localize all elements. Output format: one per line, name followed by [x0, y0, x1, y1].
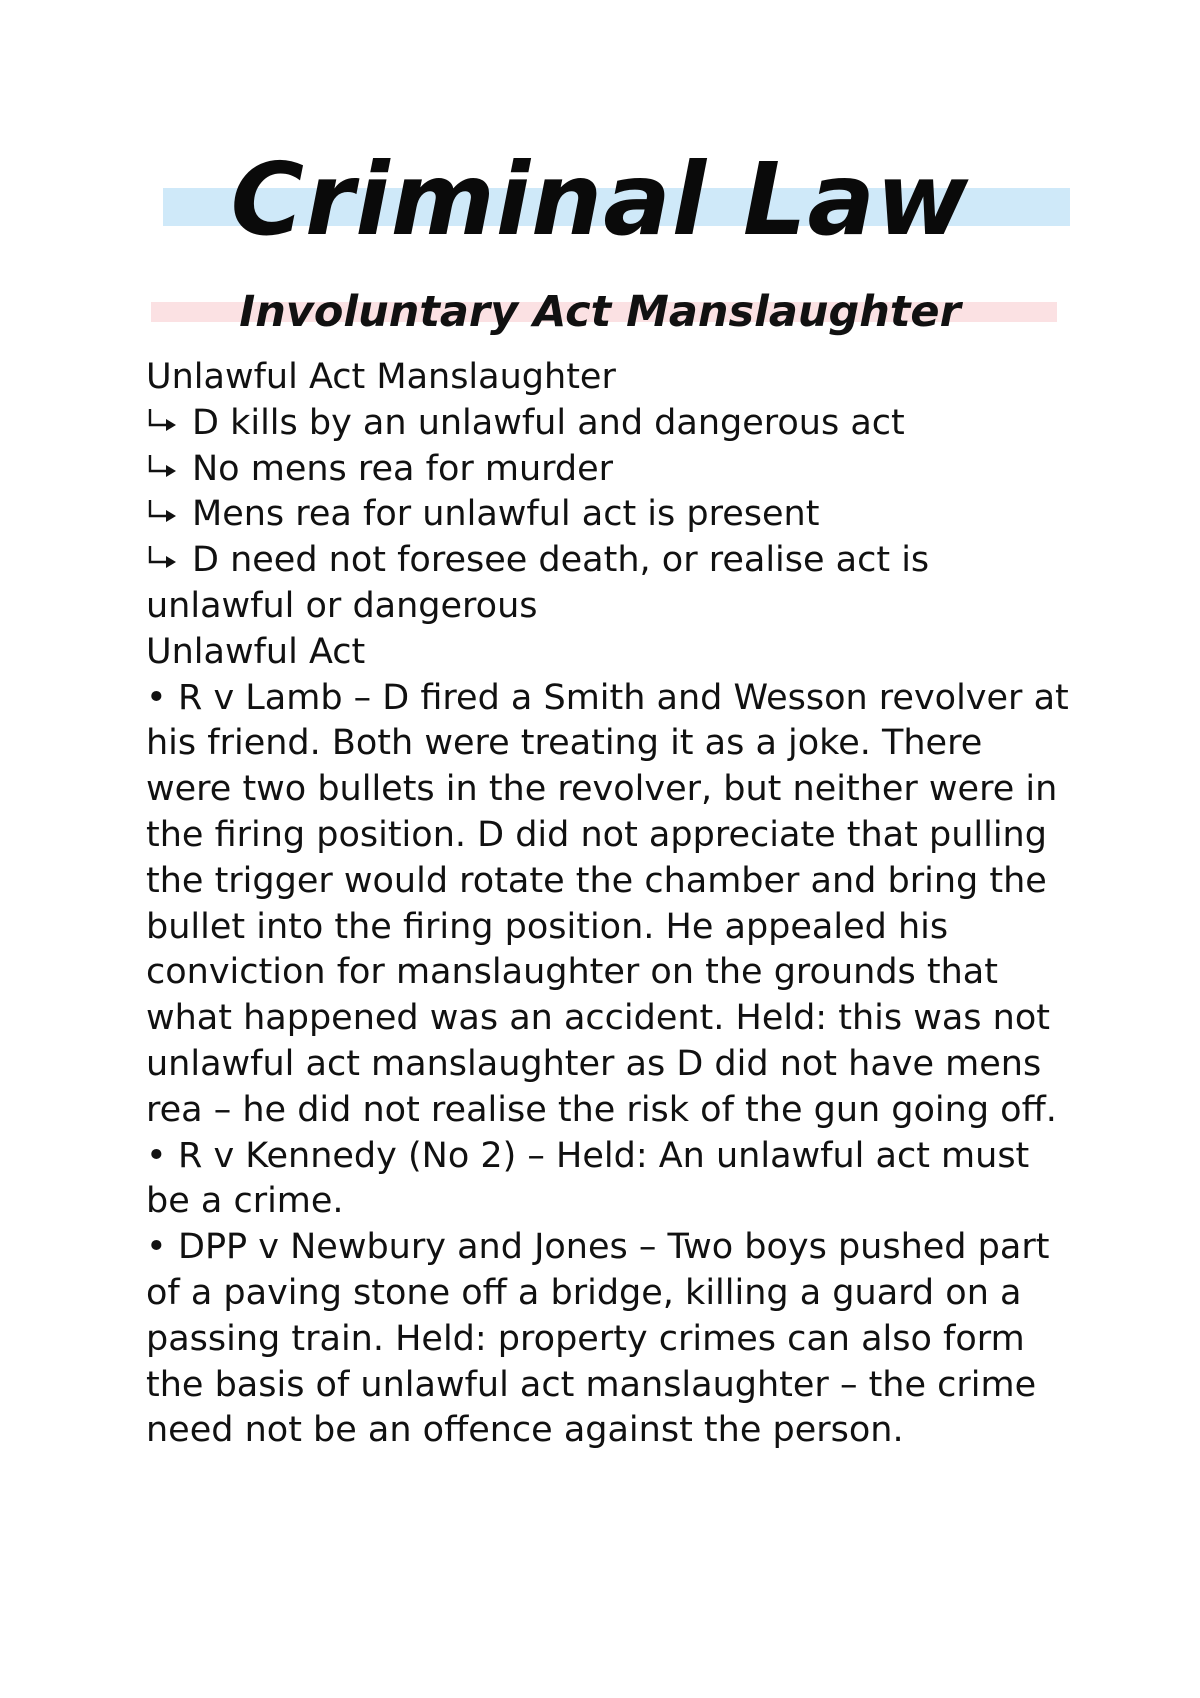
page-title: Criminal Law — [230, 141, 970, 258]
sub-point — [146, 401, 1076, 447]
sub-point-text: No mens rea for murder — [192, 448, 614, 489]
sub-point-text: Mens rea for unlawful act is present — [192, 494, 820, 535]
title-block — [0, 140, 1200, 260]
sub-point — [146, 447, 1076, 493]
sub-point-text: D kills by an unlawful and dangerous act — [192, 402, 905, 443]
section-heading-unlawful-act: Unlawful Act — [146, 631, 366, 672]
case-item — [146, 1134, 1076, 1226]
sub-point — [146, 492, 1076, 538]
return-arrow-icon — [146, 447, 192, 492]
case-text: R v Lamb – D fired a Smith and Wesson revolver at his friend. Both were treating it as a joke. There were two bullets in the revolver, but neither were in the firing position. D did not appreciate that pulling the trigger would rotate the chamber and bring the bullet into the firing position. He appealed his conviction for manslaughter on the grounds that what happened was an accident. Held: this was not unlawful act manslaughter as D did not have mens rea – he did not realise the risk of the gun going off. — [146, 677, 1069, 1130]
case-item — [146, 676, 1076, 1134]
bullet-icon: • — [146, 1135, 167, 1176]
return-arrow-icon — [146, 401, 192, 446]
notes-body — [146, 355, 1076, 1454]
subtitle-block — [0, 282, 1200, 342]
return-arrow-icon — [146, 538, 192, 583]
sub-point-text: D need not foresee death, or realise act is — [192, 540, 930, 581]
bullet-icon: • — [146, 677, 167, 718]
case-text: R v Kennedy (No 2) – Held: An unlawful act must be a crime. — [146, 1135, 1030, 1222]
sub-point — [146, 538, 1076, 584]
case-item — [146, 1225, 1076, 1454]
section-heading-uam: Unlawful Act Manslaughter — [146, 357, 616, 397]
page-subtitle: Involuntary Act Manslaughter — [239, 287, 961, 337]
case-text: DPP v Newbury and Jones – Two boys pushed part of a paving stone off a bridge, killing a guard on a passing train. Held: property crimes can also form the basis of unlawful act manslaughter – the crime need not be an offence against the person. — [146, 1227, 1050, 1451]
bullet-icon: • — [146, 1227, 167, 1268]
return-arrow-icon — [146, 492, 192, 537]
sub-point-continuation: unlawful or dangerous — [146, 585, 538, 626]
